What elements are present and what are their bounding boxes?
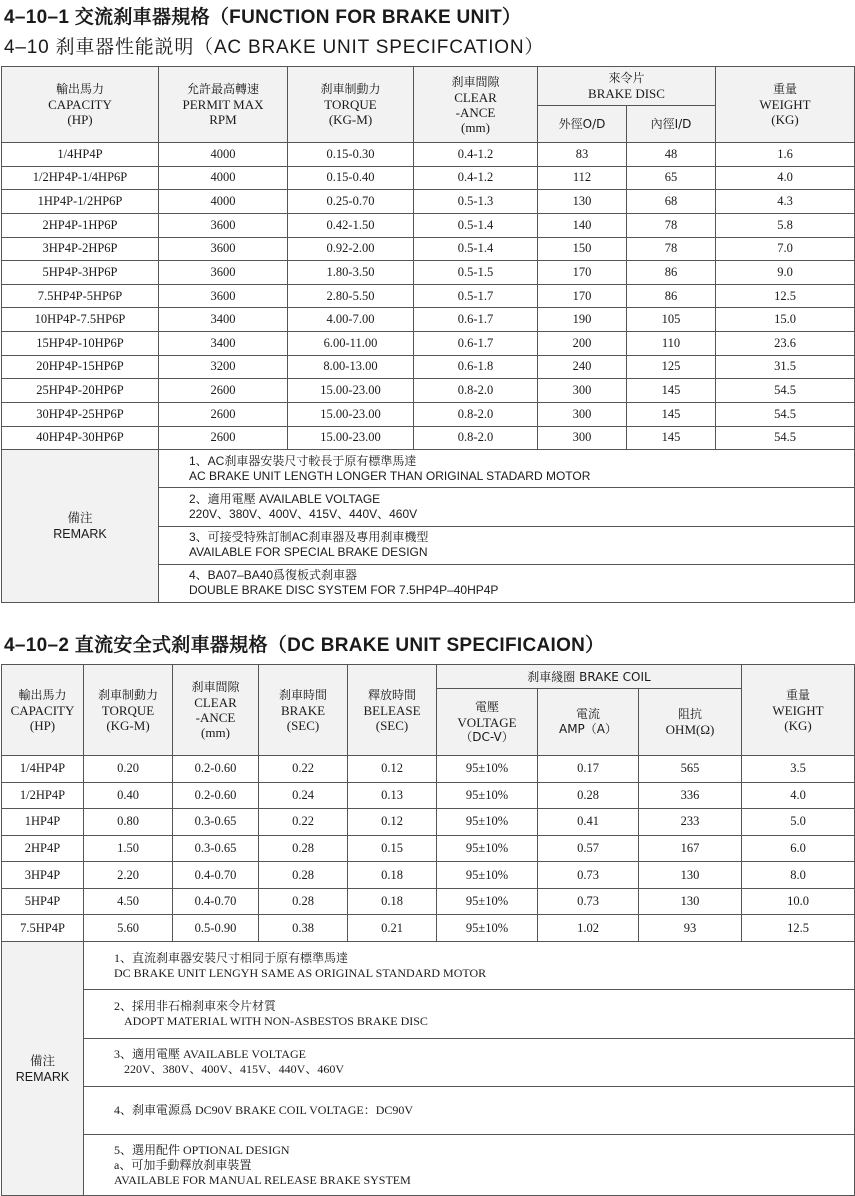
- dc-cell: 3.5: [742, 756, 855, 783]
- dc-table-row: [2, 756, 855, 783]
- dc-cell: 6.0: [742, 835, 855, 862]
- ac-cell: 12.5: [716, 284, 855, 308]
- ac-cell: 1/4HP4P: [2, 143, 159, 167]
- dc-header-brake-coil: 刹車綫圈 BRAKE COIL: [437, 665, 742, 689]
- dc-cell: 565: [639, 756, 742, 783]
- ac-cell: 0.8-2.0: [414, 379, 538, 403]
- ac-cell: 140: [538, 213, 627, 237]
- ac-cell: 4000: [159, 143, 288, 167]
- ac-header-od: 外徑O/D: [538, 106, 627, 143]
- ac-cell: 170: [538, 261, 627, 285]
- dc-cell: 0.15: [348, 835, 437, 862]
- dc-header-torque: 刹車制動力 TORQUE (KG-M): [84, 665, 173, 756]
- ac-cell: 3200: [159, 355, 288, 379]
- ac-cell: 0.6-1.8: [414, 355, 538, 379]
- ac-cell: 125: [627, 355, 716, 379]
- ac-cell: 54.5: [716, 402, 855, 426]
- ac-cell: 30HP4P-25HP6P: [2, 402, 159, 426]
- dc-cell: 95±10%: [437, 782, 538, 809]
- ac-cell: 8.00-13.00: [288, 355, 414, 379]
- dc-cell: 0.22: [259, 809, 348, 836]
- ac-table-row: [2, 261, 855, 285]
- ac-cell: 0.4-1.2: [414, 143, 538, 167]
- dc-cell: 0.73: [538, 888, 639, 915]
- ac-cell: 10HP4P-7.5HP6P: [2, 308, 159, 332]
- ac-cell: 4.3: [716, 190, 855, 214]
- ac-brake-table: [1, 66, 855, 603]
- ac-header-rpm: 允許最高轉速 PERMIT MAX RPM: [159, 67, 288, 143]
- dc-cell: 3HP4P: [2, 862, 84, 889]
- dc-remark-5: 5、選用配件 OPTIONAL DESIGN a、可加手動釋放刹車裝置 AVAILABLE FOR MANUAL RELEASE BRAKE SYSTEM: [84, 1135, 855, 1196]
- ac-cell: 65: [627, 166, 716, 190]
- dc-cell: 0.41: [538, 809, 639, 836]
- ac-cell: 0.8-2.0: [414, 402, 538, 426]
- ac-cell: 6.00-11.00: [288, 332, 414, 356]
- dc-brake-table: [1, 664, 855, 1196]
- ac-header-capacity: 輸出馬力 CAPACITY (HP): [2, 67, 159, 143]
- ac-table-row: [2, 213, 855, 237]
- dc-cell: 0.2-0.60: [173, 756, 259, 783]
- ac-cell: 86: [627, 284, 716, 308]
- ac-remark-label: 備注 REMARK: [2, 450, 159, 603]
- ac-cell: 0.6-1.7: [414, 308, 538, 332]
- ac-cell: 145: [627, 426, 716, 450]
- ac-cell: 2.80-5.50: [288, 284, 414, 308]
- ac-cell: 5HP4P-3HP6P: [2, 261, 159, 285]
- dc-cell: 0.13: [348, 782, 437, 809]
- ac-cell: 240: [538, 355, 627, 379]
- dc-cell: 1HP4P: [2, 809, 84, 836]
- ac-cell: 190: [538, 308, 627, 332]
- dc-cell: 5.60: [84, 915, 173, 942]
- dc-cell: 0.12: [348, 809, 437, 836]
- dc-cell: 4.50: [84, 888, 173, 915]
- ac-cell: 145: [627, 402, 716, 426]
- ac-cell: 0.5-1.7: [414, 284, 538, 308]
- ac-cell: 0.92-2.00: [288, 237, 414, 261]
- ac-cell: 15.00-23.00: [288, 379, 414, 403]
- dc-header-capacity: 輸出馬力 CAPACITY (HP): [2, 665, 84, 756]
- dc-remark-3: 3、適用電壓 AVAILABLE VOLTAGE 220V、380V、400V、415V、440V、460V: [84, 1038, 855, 1086]
- ac-cell: 2600: [159, 426, 288, 450]
- dc-cell: 0.3-0.65: [173, 809, 259, 836]
- dc-cell: 2.20: [84, 862, 173, 889]
- ac-cell: 0.15-0.40: [288, 166, 414, 190]
- ac-cell: 0.42-1.50: [288, 213, 414, 237]
- ac-cell: 78: [627, 237, 716, 261]
- ac-cell: 78: [627, 213, 716, 237]
- dc-cell: 5HP4P: [2, 888, 84, 915]
- ac-cell: 83: [538, 143, 627, 167]
- ac-table-row: [2, 284, 855, 308]
- ac-cell: 112: [538, 166, 627, 190]
- ac-cell: 0.5-1.3: [414, 190, 538, 214]
- dc-cell: 0.57: [538, 835, 639, 862]
- ac-table-row: [2, 379, 855, 403]
- ac-table-row: [2, 237, 855, 261]
- dc-remark-label: 備注 REMARK: [2, 942, 84, 1196]
- ac-remark-3: 3、可接受特殊訂制AC刹車器及專用刹車機型 AVAILABLE FOR SPECIAL BRAKE DESIGN: [159, 526, 855, 564]
- ac-cell: 300: [538, 379, 627, 403]
- dc-header-brake-time: 刹車時間 BRAKE (SEC): [259, 665, 348, 756]
- ac-cell: 2600: [159, 402, 288, 426]
- dc-cell: 95±10%: [437, 835, 538, 862]
- dc-remark-1: 1、直流刹車器安裝尺寸相同于原有標準馬達 DC BRAKE UNIT LENGYH SAME AS ORIGINAL STANDARD MOTOR: [84, 942, 855, 990]
- dc-cell: 93: [639, 915, 742, 942]
- ac-cell: 4.00-7.00: [288, 308, 414, 332]
- ac-cell: 23.6: [716, 332, 855, 356]
- ac-cell: 130: [538, 190, 627, 214]
- dc-cell: 12.5: [742, 915, 855, 942]
- dc-cell: 0.80: [84, 809, 173, 836]
- ac-cell: 0.5-1.5: [414, 261, 538, 285]
- ac-cell: 170: [538, 284, 627, 308]
- dc-table-row: [2, 915, 855, 942]
- ac-header-brake-disc: 來令片 BRAKE DISC: [538, 67, 716, 106]
- section-2-title: 4–10–2 直流安全式刹車器規格（DC BRAKE UNIT SPECIFICAION）: [4, 635, 605, 656]
- dc-header-amp: 電流 AMP（A）: [538, 689, 639, 756]
- ac-cell: 3400: [159, 308, 288, 332]
- ac-cell: 0.6-1.7: [414, 332, 538, 356]
- ac-cell: 68: [627, 190, 716, 214]
- dc-cell: 95±10%: [437, 809, 538, 836]
- dc-cell: 0.28: [259, 888, 348, 915]
- ac-cell: 15.00-23.00: [288, 402, 414, 426]
- dc-cell: 95±10%: [437, 862, 538, 889]
- dc-cell: 0.17: [538, 756, 639, 783]
- dc-cell: 95±10%: [437, 888, 538, 915]
- dc-cell: 0.73: [538, 862, 639, 889]
- dc-table-row: [2, 782, 855, 809]
- dc-table-row: [2, 809, 855, 836]
- ac-cell: 0.5-1.4: [414, 213, 538, 237]
- ac-table-row: [2, 426, 855, 450]
- ac-cell: 25HP4P-20HP6P: [2, 379, 159, 403]
- dc-table-row: [2, 888, 855, 915]
- ac-cell: 20HP4P-15HP6P: [2, 355, 159, 379]
- dc-cell: 233: [639, 809, 742, 836]
- dc-remark-4: 4、刹車電源爲 DC90V BRAKE COIL VOLTAGE：DC90V: [84, 1087, 855, 1135]
- ac-cell: 2600: [159, 379, 288, 403]
- section-1-subtitle: 4–10 刹車器性能説明（AC BRAKE UNIT SPECIFCATION）: [4, 37, 545, 58]
- dc-cell: 0.18: [348, 888, 437, 915]
- dc-remark-2: 2、採用非石棉刹車來令片材質 ADOPT MATERIAL WITH NON-ASBESTOS BRAKE DISC: [84, 990, 855, 1038]
- ac-cell: 105: [627, 308, 716, 332]
- ac-cell: 110: [627, 332, 716, 356]
- ac-cell: 200: [538, 332, 627, 356]
- dc-cell: 8.0: [742, 862, 855, 889]
- ac-table-row: [2, 402, 855, 426]
- dc-header-ohm: 阻抗 OHM(Ω): [639, 689, 742, 756]
- ac-remark-1: 1、AC刹車器安裝尺寸較長于原有標準馬達 AC BRAKE UNIT LENGTH LONGER THAN ORIGINAL STADARD MOTOR: [159, 450, 855, 488]
- ac-table-row: [2, 355, 855, 379]
- ac-table-row: [2, 190, 855, 214]
- ac-cell: 31.5: [716, 355, 855, 379]
- ac-cell: 3HP4P-2HP6P: [2, 237, 159, 261]
- ac-cell: 0.15-0.30: [288, 143, 414, 167]
- dc-cell: 0.18: [348, 862, 437, 889]
- ac-cell: 4.0: [716, 166, 855, 190]
- ac-header-clearance: 刹車間隙 CLEAR -ANCE (mm): [414, 67, 538, 143]
- dc-header-clearance: 刹車間隙 CLEAR -ANCE (mm): [173, 665, 259, 756]
- dc-cell: 0.3-0.65: [173, 835, 259, 862]
- ac-cell: 86: [627, 261, 716, 285]
- ac-header-weight: 重量 WEIGHT (KG): [716, 67, 855, 143]
- ac-cell: 54.5: [716, 379, 855, 403]
- ac-cell: 3600: [159, 213, 288, 237]
- dc-cell: 0.24: [259, 782, 348, 809]
- ac-cell: 40HP4P-30HP6P: [2, 426, 159, 450]
- dc-cell: 130: [639, 888, 742, 915]
- dc-cell: 0.28: [538, 782, 639, 809]
- ac-header-id: 內徑I/D: [627, 106, 716, 143]
- dc-header-voltage: 電壓 VOLTAGE （DC-V）: [437, 689, 538, 756]
- ac-cell: 9.0: [716, 261, 855, 285]
- ac-cell: 0.5-1.4: [414, 237, 538, 261]
- ac-cell: 5.8: [716, 213, 855, 237]
- dc-cell: 0.2-0.60: [173, 782, 259, 809]
- ac-cell: 150: [538, 237, 627, 261]
- dc-cell: 1.50: [84, 835, 173, 862]
- dc-cell: 0.40: [84, 782, 173, 809]
- dc-cell: 167: [639, 835, 742, 862]
- dc-cell: 0.28: [259, 862, 348, 889]
- ac-table-row: [2, 166, 855, 190]
- ac-cell: 145: [627, 379, 716, 403]
- ac-cell: 300: [538, 402, 627, 426]
- ac-cell: 1HP4P-1/2HP6P: [2, 190, 159, 214]
- ac-cell: 3600: [159, 237, 288, 261]
- ac-cell: 48: [627, 143, 716, 167]
- ac-cell: 0.8-2.0: [414, 426, 538, 450]
- ac-table-row: [2, 143, 855, 167]
- dc-cell: 95±10%: [437, 756, 538, 783]
- ac-cell: 4000: [159, 166, 288, 190]
- dc-cell: 0.5-0.90: [173, 915, 259, 942]
- ac-cell: 3600: [159, 261, 288, 285]
- dc-cell: 1/4HP4P: [2, 756, 84, 783]
- ac-cell: 0.25-0.70: [288, 190, 414, 214]
- dc-cell: 336: [639, 782, 742, 809]
- dc-cell: 0.4-0.70: [173, 862, 259, 889]
- dc-cell: 0.21: [348, 915, 437, 942]
- ac-table-row: [2, 308, 855, 332]
- ac-cell: 4000: [159, 190, 288, 214]
- dc-header-release-time: 釋放時間 BELEASE (SEC): [348, 665, 437, 756]
- dc-cell: 7.5HP4P: [2, 915, 84, 942]
- dc-cell: 5.0: [742, 809, 855, 836]
- dc-table-row: [2, 835, 855, 862]
- dc-cell: 95±10%: [437, 915, 538, 942]
- dc-cell: 0.20: [84, 756, 173, 783]
- ac-header-torque: 刹車制動力 TORQUE (KG-M): [288, 67, 414, 143]
- ac-cell: 300: [538, 426, 627, 450]
- dc-cell: 2HP4P: [2, 835, 84, 862]
- ac-cell: 0.4-1.2: [414, 166, 538, 190]
- ac-cell: 54.5: [716, 426, 855, 450]
- ac-cell: 1.80-3.50: [288, 261, 414, 285]
- dc-cell: 0.38: [259, 915, 348, 942]
- dc-table-row: [2, 862, 855, 889]
- ac-cell: 1/2HP4P-1/4HP6P: [2, 166, 159, 190]
- ac-cell: 7.5HP4P-5HP6P: [2, 284, 159, 308]
- ac-cell: 3400: [159, 332, 288, 356]
- ac-remark-2: 2、適用電壓 AVAILABLE VOLTAGE 220V、380V、400V、415V、440V、460V: [159, 488, 855, 526]
- dc-cell: 4.0: [742, 782, 855, 809]
- ac-cell: 15.00-23.00: [288, 426, 414, 450]
- ac-cell: 2HP4P-1HP6P: [2, 213, 159, 237]
- dc-cell: 0.12: [348, 756, 437, 783]
- dc-cell: 0.28: [259, 835, 348, 862]
- dc-cell: 130: [639, 862, 742, 889]
- section-1-title: 4–10–1 交流刹車器規格（FUNCTION FOR BRAKE UNIT）: [4, 7, 522, 28]
- ac-cell: 15.0: [716, 308, 855, 332]
- dc-cell: 1/2HP4P: [2, 782, 84, 809]
- dc-cell: 10.0: [742, 888, 855, 915]
- dc-cell: 0.4-0.70: [173, 888, 259, 915]
- ac-cell: 7.0: [716, 237, 855, 261]
- dc-cell: 1.02: [538, 915, 639, 942]
- ac-remark-4: 4、BA07–BA40爲復板式刹車器 DOUBLE BRAKE DISC SYSTEM FOR 7.5HP4P–40HP4P: [159, 564, 855, 602]
- dc-cell: 0.22: [259, 756, 348, 783]
- ac-table-row: [2, 332, 855, 356]
- dc-header-weight: 重量 WEIGHT (KG): [742, 665, 855, 756]
- ac-cell: 3600: [159, 284, 288, 308]
- ac-cell: 15HP4P-10HP6P: [2, 332, 159, 356]
- ac-cell: 1.6: [716, 143, 855, 167]
